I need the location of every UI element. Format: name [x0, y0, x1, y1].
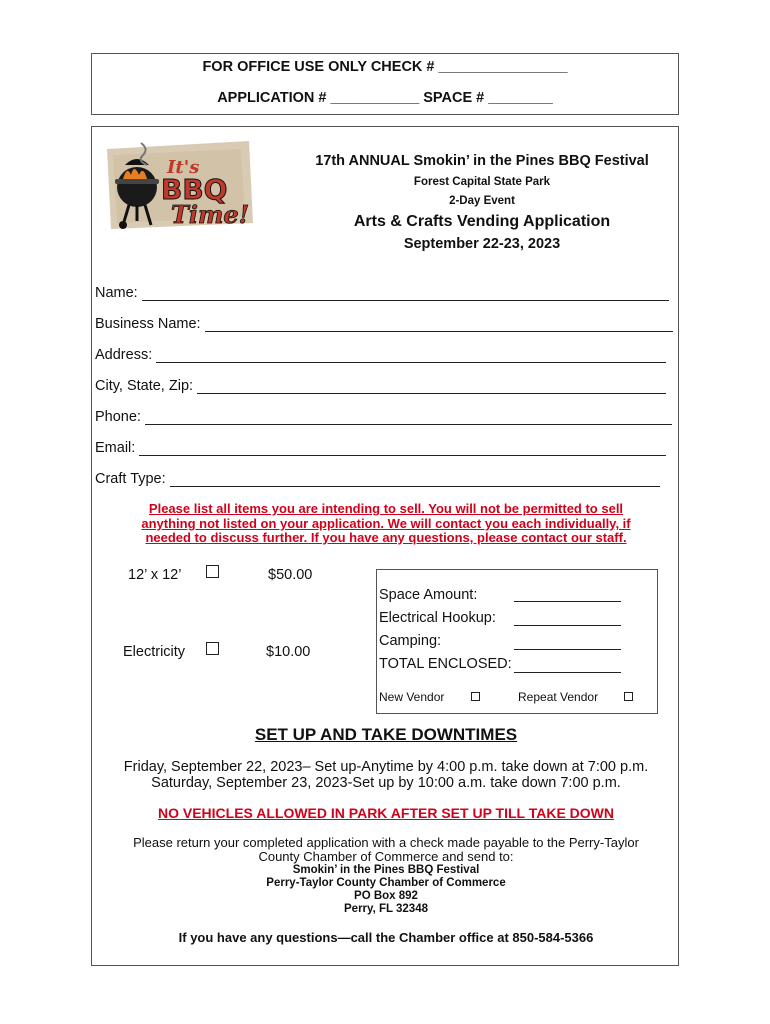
space-size-label: 12’ x 12’ — [128, 567, 182, 583]
event-dates: September 22-23, 2023 — [403, 236, 561, 252]
repeat-vendor-label: Repeat Vendor — [518, 690, 599, 704]
name-field[interactable] — [95, 285, 669, 301]
address-field[interactable] — [95, 347, 666, 363]
electrical-hookup-line[interactable] — [514, 625, 621, 626]
craft-type-line[interactable] — [170, 472, 660, 487]
office-check-line: FOR OFFICE USE ONLY CHECK # ________________ — [202, 59, 568, 75]
craft-type-label: Craft Type: — [95, 471, 166, 487]
email-field[interactable] — [95, 440, 666, 456]
business-name-line[interactable] — [205, 317, 673, 332]
phone-label: Phone: — [95, 409, 141, 425]
new-vendor-checkbox[interactable] — [471, 692, 480, 701]
city-state-zip-label: City, State, Zip: — [95, 378, 194, 394]
payment-summary-box — [376, 569, 658, 714]
return-instructions-2: County Chamber of Commerce and send to: — [258, 849, 514, 864]
email-label: Email: — [95, 440, 136, 456]
mailing-po-box: PO Box 892 — [354, 890, 418, 902]
camping-label: Camping: — [379, 633, 442, 649]
camping-line[interactable] — [514, 649, 621, 650]
application-title-text: Arts & Crafts Vending Application — [353, 213, 611, 230]
business-name-label: Business Name: — [95, 316, 201, 332]
warning-line-3: needed to discuss further. If you have any questions, please contact our staff. — [145, 530, 627, 545]
contact-info: If you have any questions—call the Chamber office at 850-584-5366 — [178, 930, 594, 945]
office-application-line: APPLICATION # ___________ SPACE # ________ — [217, 90, 553, 106]
electricity-label: Electricity — [123, 644, 186, 660]
address-line[interactable] — [156, 348, 666, 363]
festival-title: 17th ANNUAL Smokin’ in the Pines BBQ Festival — [315, 153, 649, 169]
bbq-logo-image — [101, 135, 256, 231]
no-vehicles-notice: NO VEHICLES ALLOWED IN PARK AFTER SET UP TILL TAKE DOWN — [157, 805, 615, 821]
total-enclosed-line[interactable] — [514, 672, 621, 673]
warning-line-1: Please list all items you are intending to sell. You will not be permitted to sell — [148, 501, 624, 516]
mailing-organization: Perry-Taylor County Chamber of Commerce — [266, 877, 506, 889]
electricity-checkbox[interactable] — [206, 642, 219, 655]
svg-text:Time!: Time! — [171, 200, 250, 229]
electrical-hookup-label: Electrical Hookup: — [379, 610, 496, 626]
business-name-field[interactable] — [95, 316, 673, 332]
address-label: Address: — [95, 347, 153, 363]
event-duration: 2-Day Event — [449, 195, 515, 207]
phone-field[interactable] — [95, 409, 672, 425]
total-enclosed-label: TOTAL ENCLOSED: — [379, 656, 512, 672]
return-instructions-1: Please return your completed application with a check made payable to the Perry-Taylor — [133, 835, 639, 850]
warning-line-2: anything not listed on your application. We will contact you each individually, if — [141, 516, 631, 531]
city-state-zip-field[interactable] — [95, 378, 666, 394]
office-use-box — [91, 53, 679, 115]
bbq-logo — [101, 135, 256, 231]
electricity-price: $10.00 — [266, 644, 311, 660]
space-amount-line[interactable] — [514, 601, 621, 602]
name-label: Name: — [95, 285, 138, 301]
setup-friday: Friday, September 22, 2023– Set up-Anytime by 4:00 p.m. take down at 7:00 p.m. — [123, 759, 649, 775]
svg-text:It's: It's — [167, 157, 200, 178]
setup-saturday: Saturday, September 23, 2023-Set up by 10:00 a.m. take down 7:00 p.m. — [151, 775, 621, 791]
setup-heading: SET UP AND TAKE DOWNTIMES — [254, 725, 518, 744]
craft-type-field[interactable] — [95, 471, 660, 487]
svg-text:BBQ: BBQ — [161, 173, 228, 206]
repeat-vendor-checkbox[interactable] — [624, 692, 633, 701]
space-price: $50.00 — [268, 567, 313, 583]
phone-line[interactable] — [145, 410, 672, 425]
city-state-zip-line[interactable] — [197, 379, 666, 394]
new-vendor-label: New Vendor — [379, 690, 445, 704]
mailing-addressee: Smokin’ in the Pines BBQ Festival — [292, 864, 480, 876]
application-title — [282, 213, 682, 231]
name-line[interactable] — [142, 286, 669, 301]
venue-name: Forest Capital State Park — [413, 176, 551, 188]
email-line[interactable] — [139, 441, 666, 456]
mailing-city: Perry, FL 32348 — [344, 903, 428, 915]
space-amount-label: Space Amount: — [379, 587, 478, 603]
space-checkbox[interactable] — [206, 565, 219, 578]
application-form — [91, 126, 679, 966]
